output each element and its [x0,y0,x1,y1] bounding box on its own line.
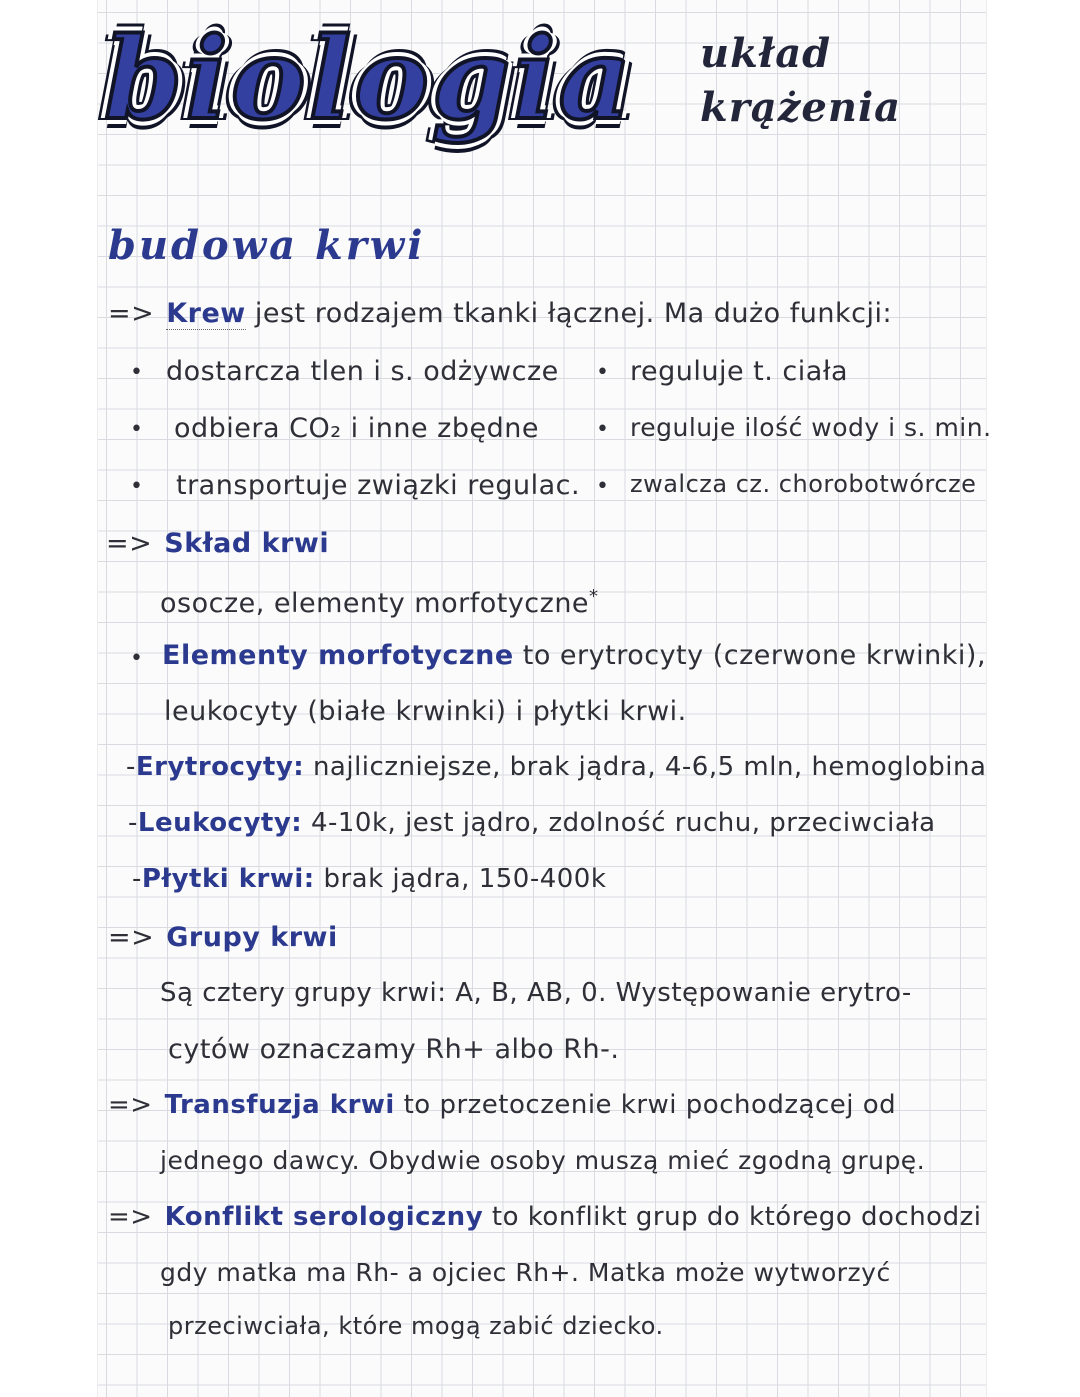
function-right-2: reguluje ilość wody i s. min. [630,413,992,442]
page-title: biologia [104,14,635,145]
elementy-line-2: leukocyty (białe krwinki) i płytki krwi. [164,696,687,727]
function-right-1: reguluje t. ciała [630,356,849,387]
bullet-icon: • [596,474,609,499]
transfuzja-text-1: to przetoczenie krwi pochodzącej od [403,1090,897,1120]
function-left-2: odbiera CO₂ i inne zbędne [174,413,539,444]
transfuzja-line-1 [108,1090,896,1120]
dash: - [128,808,138,838]
leukocyty-line [128,808,936,838]
sklad-heading-line [106,528,329,559]
konflikt-line-2: gdy matka ma Rh- a ojciec Rh+. Matka może wytworzyć [160,1258,891,1287]
bullet-icon: • [596,417,609,442]
grupy-line-2: cytów oznaczamy Rh+ albo Rh-. [168,1034,620,1065]
plytki-line [132,864,606,894]
plytki-text: brak jądra, 150-400k [323,864,607,894]
grupy-line-1: Są cztery grupy krwi: A, B, AB, 0. Występowanie erytro- [160,978,912,1008]
arrow-icon: => [108,1090,153,1120]
bullet-icon: • [130,646,143,671]
grupy-heading-line [108,922,338,953]
plytki-term: Płytki krwi: [141,864,315,894]
konflikt-text-1: to konflikt grup do którego dochodzi [491,1202,982,1232]
dash: - [126,752,136,782]
sklad-line-text: osocze, elementy morfotyczne [160,588,590,619]
konflikt-line-3: przeciwciała, które mogą zabić dziecko. [168,1312,664,1340]
elementy-text-1: to erytrocyty (czerwone krwinki), [522,640,987,671]
bullet-icon: • [130,417,143,442]
bullet-icon: • [596,360,609,385]
dash: - [132,864,142,894]
asterisk: * [589,586,599,607]
intro-text: jest rodzajem tkanki łącznej. Ma dużo funkcji: [254,298,893,329]
bullet-icon: • [130,360,143,385]
elementy-line-1 [162,640,986,671]
arrow-icon: => [106,528,153,559]
sklad-heading: Skład krwi [164,528,330,559]
bullet-icon: • [130,474,143,499]
function-right-3: zwalcza cz. chorobotwórcze [630,470,977,498]
section-title: budowa krwi [108,222,426,269]
leukocyty-term: Leukocyty: [137,808,303,838]
erytrocyty-text: najliczniejsze, brak jądra, 4-6,5 mln, hemoglobina [312,752,987,782]
transfuzja-line-2: jednego dawcy. Obydwie osoby muszą mieć zgodną grupę. [160,1146,926,1175]
konflikt-line-1 [108,1202,981,1232]
grupy-heading: Grupy krwi [166,922,338,953]
subtitle-line-2: krążenia [700,84,902,131]
arrow-icon: => [108,922,155,953]
function-left-3: transportuje związki regulac. [176,470,581,501]
elementy-term: Elementy morfotyczne [162,640,514,671]
arrow-icon: => [108,1202,153,1232]
konflikt-term: Konflikt serologiczny [164,1202,484,1232]
erytrocyty-term: Erytrocyty: [135,752,305,782]
leukocyty-text: 4-10k, jest jądro, zdolność ruchu, przeciwciała [310,808,936,838]
subtitle-line-1: układ [700,30,832,77]
erytrocyty-line [126,752,986,782]
intro-line [108,298,892,329]
function-left-1: dostarcza tlen i s. odżywcze [166,356,559,387]
intro-term: Krew [166,298,246,329]
sklad-line [160,586,599,619]
transfuzja-term: Transfuzja krwi [164,1090,395,1120]
arrow-icon: => [108,298,155,329]
